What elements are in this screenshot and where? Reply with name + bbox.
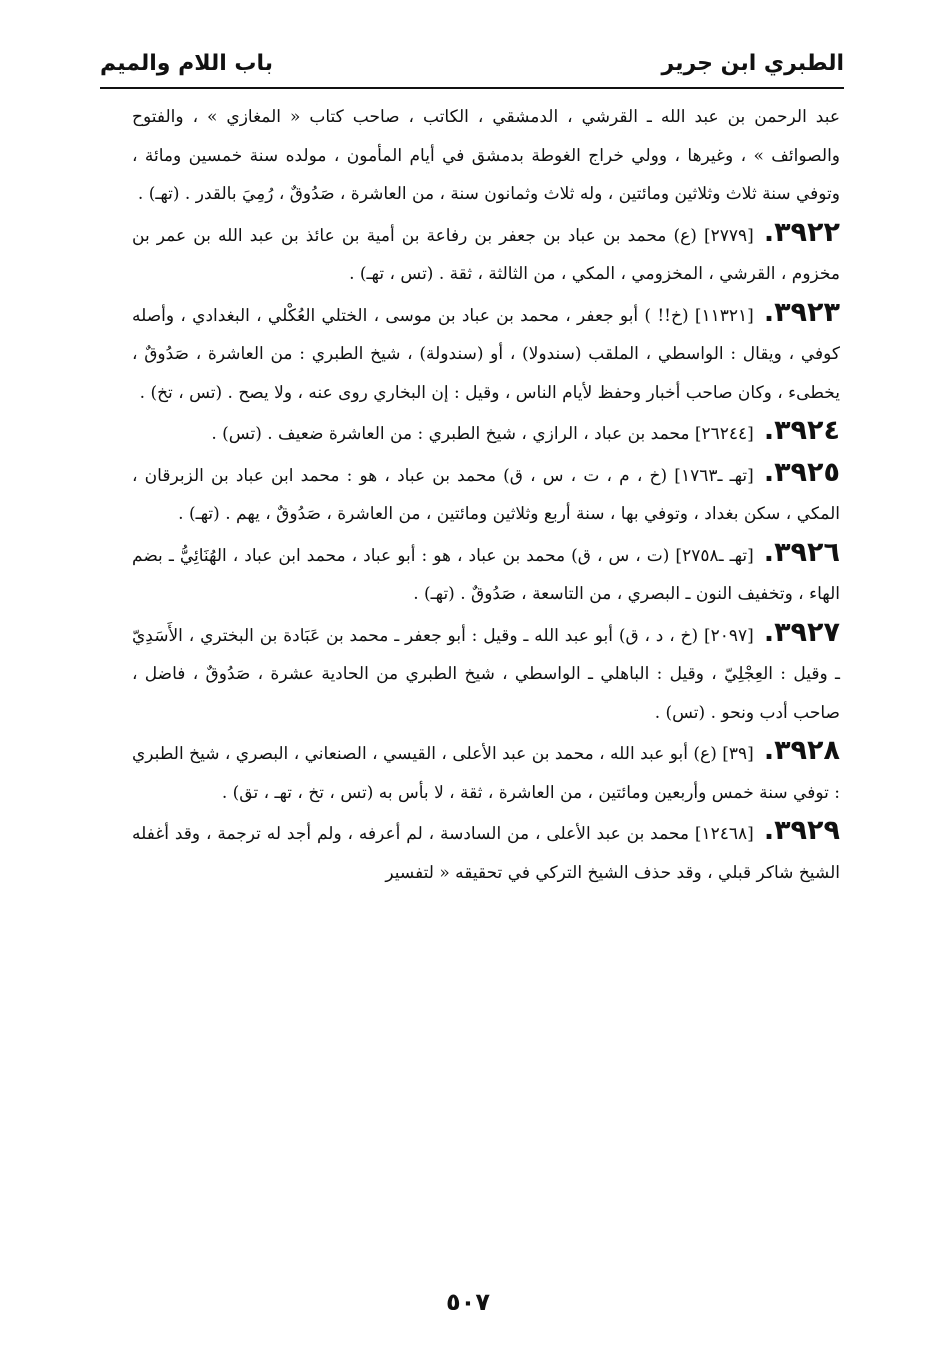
intro-paragraph: عبد الرحمن بن عبد الله ـ القرشي ، الدمشقي ، الكاتب ، صاحب كتاب « المغازي » ، والفتوح والصوائف » ، وغيرها ، وولي خراج الغوطة بدمشق في أيام المأمون ، مولده سنة خمسين ومائة ، وتوفي سنة ثلاث وثلاثين ومائتين ، وله ثلاث وثمانون سنة ، من العاشرة ، صَدُوقٌ ، رُمِيَ بالقدر . (تهـ) . bbox=[132, 107, 840, 204]
entry-text: [١٢٤٦٨] محمد بن عبد الأعلى ، من السادسة ، لم أعرفه ، ولم أجد له ترجمة ، وقد أغفله الشيخ شاكر قبلي ، وقد حذف الشيخ التركي في تحقيقه « لتفسير bbox=[132, 824, 840, 883]
entry-3924 bbox=[132, 412, 840, 454]
entry-number: ٣٩٢٩. bbox=[763, 815, 840, 846]
entry-3929 bbox=[132, 812, 840, 892]
entry-3928 bbox=[132, 732, 840, 812]
header-rule bbox=[100, 87, 844, 89]
entry-number: ٣٩٢٣. bbox=[763, 296, 840, 328]
entry-3927 bbox=[132, 614, 840, 733]
entry-text: [١١٣٢١] (خ!! ) أبو جعفر ، محمد بن عباد بن موسى ، الختلي العُكْلي ، البغدادي ، وأصله كوفي ، ويقال : الواسطي ، الملقب (سندولا) ، أو (سندولة) ، شيخ الطبري : من العاشرة ، صَدُوقٌ ، يخطىء ، وكان صاحب أخبار وحفظ لأيام الناس ، وقيل : إن البخاري روى عنه ، ولا يصح . (تس ، تخ) . bbox=[132, 305, 840, 403]
entry-text: [٢٦٢٤٤] محمد بن عباد ، الرازي ، شيخ الطبري : من العاشرة ضعيف . (تس) . bbox=[211, 424, 754, 444]
entry-text: [٢٧٧٩] (ع) محمد بن عباد بن جعفر بن رفاعة بن أمية بن عائذ بن عبد الله بن عمر بن مخزوم ، القرشي ، المخزومي ، المكي ، من الثالثة ، ثقة . (تس ، تهـ) . bbox=[132, 225, 840, 284]
entry-number: ٣٩٢٧. bbox=[763, 616, 840, 648]
entry-text: [تهـ ـ١٧٦٣] (خ ، م ، ت ، س ، ق) محمد بن عباد ، هو : محمد ابن عباد بن الزبرقان ، المكي ، سكن بغداد ، وتوفي بها ، سنة أربع وثلاثين ومائتين ، من العاشرة ، صَدُوقٌ ، يهم . (تهـ) . bbox=[132, 465, 840, 524]
book-title: الطبري ابن جرير bbox=[661, 50, 844, 76]
entry-number: ٣٩٢٤. bbox=[763, 415, 840, 446]
page-body bbox=[132, 98, 840, 892]
chapter-title: باب اللام والميم bbox=[100, 50, 274, 76]
entry-text: [تهـ ـ٢٧٥٨] (ت ، س ، ق) محمد بن عباد ، هو : أبو عباد ، محمد ابن عباد ، الهُنَائِيُّ ـ بضم الهاء ، وتخفيف النون ـ البصري ، من التاسعة ، صَدُوقٌ . (تهـ) . bbox=[132, 545, 840, 604]
entry-number: ٣٩٢٦. bbox=[763, 536, 840, 568]
entry-3922 bbox=[132, 214, 840, 294]
entry-3926 bbox=[132, 534, 840, 614]
page-number: ٥٠٧ bbox=[446, 1288, 490, 1316]
running-header bbox=[100, 40, 844, 86]
entry-number: ٣٩٢٢. bbox=[763, 216, 840, 248]
entry-text: [٣٩] (ع) أبو عبد الله ، محمد بن عبد الأعلى ، القيسي ، الصنعاني ، البصري ، شيخ الطبري : توفي سنة خمس وأربعين ومائتين ، من العاشرة ، ثقة ، لا بأس به (تس ، تخ ، تهـ ، تق) . bbox=[132, 744, 840, 803]
entry-number: ٣٩٢٨. bbox=[763, 735, 840, 766]
entry-3925 bbox=[132, 454, 840, 534]
entry-text: [٢٠٩٧] (خ ، د ، ق) أبو عبد الله ـ وقيل : أبو جعفر ـ محمد بن عَبَادة بن البختري ، الأَسَدِيّ ـ وقيل : العِجْلِيّ ، وقيل : الباهلي ـ الواسطي ، شيخ الطبري من الحادية عشرة ، صَدُوقٌ ، فاضل ، صاحب أدب ونحو . (تس) . bbox=[132, 625, 840, 723]
entry-number: ٣٩٢٥. bbox=[763, 456, 840, 488]
entry-3923 bbox=[132, 294, 840, 413]
